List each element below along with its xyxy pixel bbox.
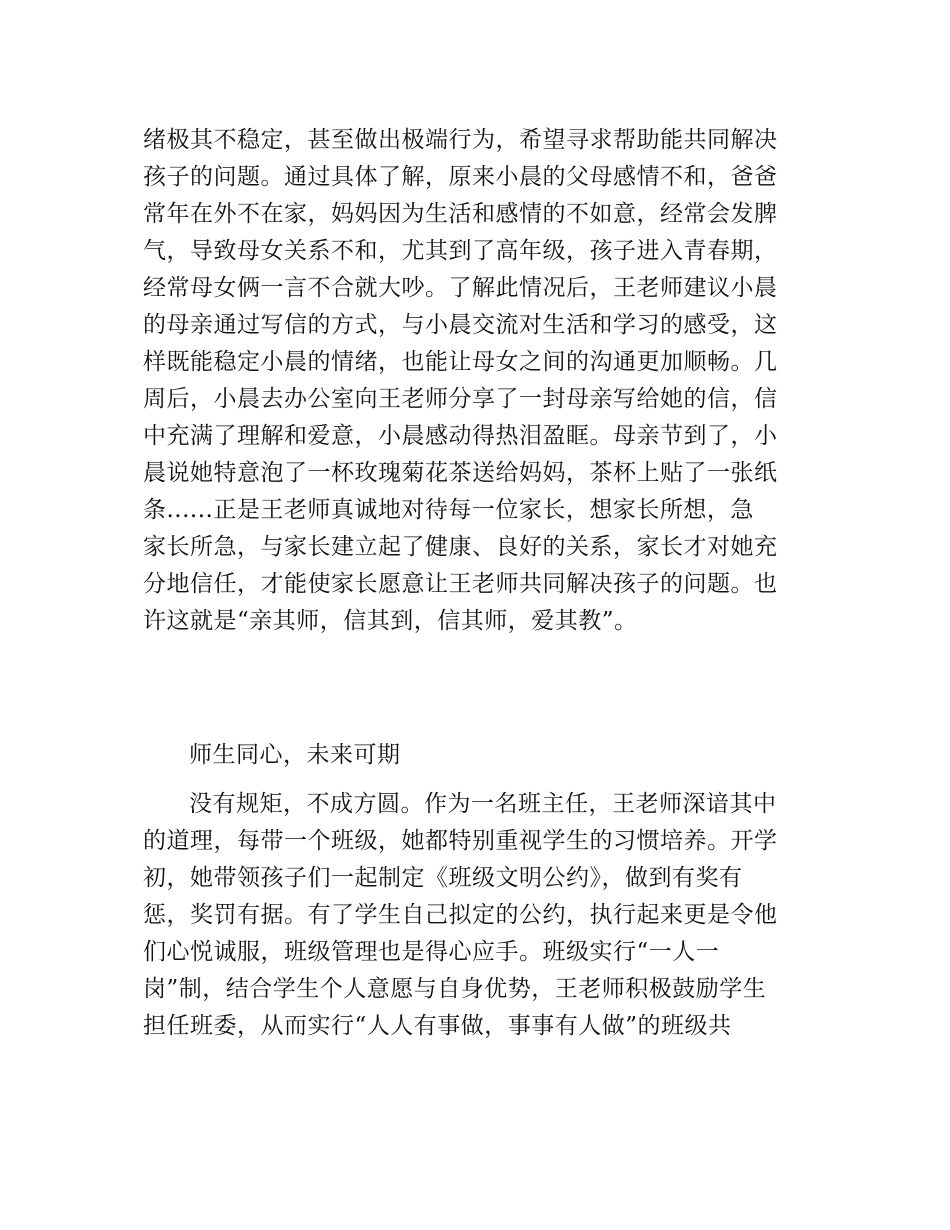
paragraph-line: 许这就是“亲其师，信其到，信其师，爱其教”。 <box>143 608 638 634</box>
paragraph-line: 孩子的问题。通过具体了解，原来小晨的父母感情不和，爸爸 <box>143 164 778 190</box>
paragraph-parent-communication <box>143 122 813 640</box>
paragraph-line: 岗”制，结合学生个人意愿与自身优势，王老师积极鼓励学生 <box>143 976 767 1002</box>
paragraph-class-rules <box>143 786 813 1045</box>
paragraph-line: 中充满了理解和爱意，小晨感动得热泪盈眶。母亲节到了，小 <box>143 423 778 449</box>
paragraph-line: 常年在外不在家，妈妈因为生活和感情的不如意，经常会发脾 <box>143 201 778 227</box>
paragraph-line: 分地信任，才能使家长愿意让王老师共同解决孩子的问题。也 <box>143 571 778 597</box>
paragraph-line: 惩，奖罚有据。有了学生自己拟定的公约，执行起来更是令他 <box>143 902 778 928</box>
paragraph-line: 条......正是王老师真诚地对待每一位家长，想家长所想，急 <box>143 497 754 523</box>
paragraph-line: 绪极其不稳定，甚至做出极端行为，希望寻求帮助能共同解决 <box>143 127 778 153</box>
paragraph-line: 担任班委，从而实行“人人有事做，事事有人做”的班级共 <box>143 1013 732 1039</box>
paragraph-line: 们心悦诚服，班级管理也是得心应手。班级实行“一人一 <box>143 939 720 965</box>
paragraph-line: 经常母女俩一言不合就大吵。了解此情况后，王老师建议小晨 <box>143 275 778 301</box>
section-heading: 师生同心，未来可期 <box>189 742 401 768</box>
paragraph-line: 家长所急，与家长建立起了健康、良好的关系，家长才对她充 <box>143 534 778 560</box>
paragraph-line: 初，她带领孩子们一起制定《班级文明公约》，做到有奖有 <box>143 865 743 891</box>
paragraph-line: 样既能稳定小晨的情绪，也能让母女之间的沟通更加顺畅。几 <box>143 349 778 375</box>
paragraph-line: 气，导致母女关系不和，尤其到了高年级，孩子进入青春期， <box>143 238 778 264</box>
paragraph-line: 的道理，每带一个班级，她都特别重视学生的习惯培养。开学 <box>143 828 778 854</box>
section-heading-block <box>143 737 813 774</box>
paragraph-line: 晨说她特意泡了一杯玫瑰菊花茶送给妈妈，茶杯上贴了一张纸 <box>143 460 778 486</box>
paragraph-line: 的母亲通过写信的方式，与小晨交流对生活和学习的感受，这 <box>143 312 778 338</box>
paragraph-line: 没有规矩，不成方圆。作为一名班主任，王老师深谙其中 <box>189 791 777 817</box>
paragraph-line: 周后，小晨去办公室向王老师分享了一封母亲写给她的信，信 <box>143 386 778 412</box>
